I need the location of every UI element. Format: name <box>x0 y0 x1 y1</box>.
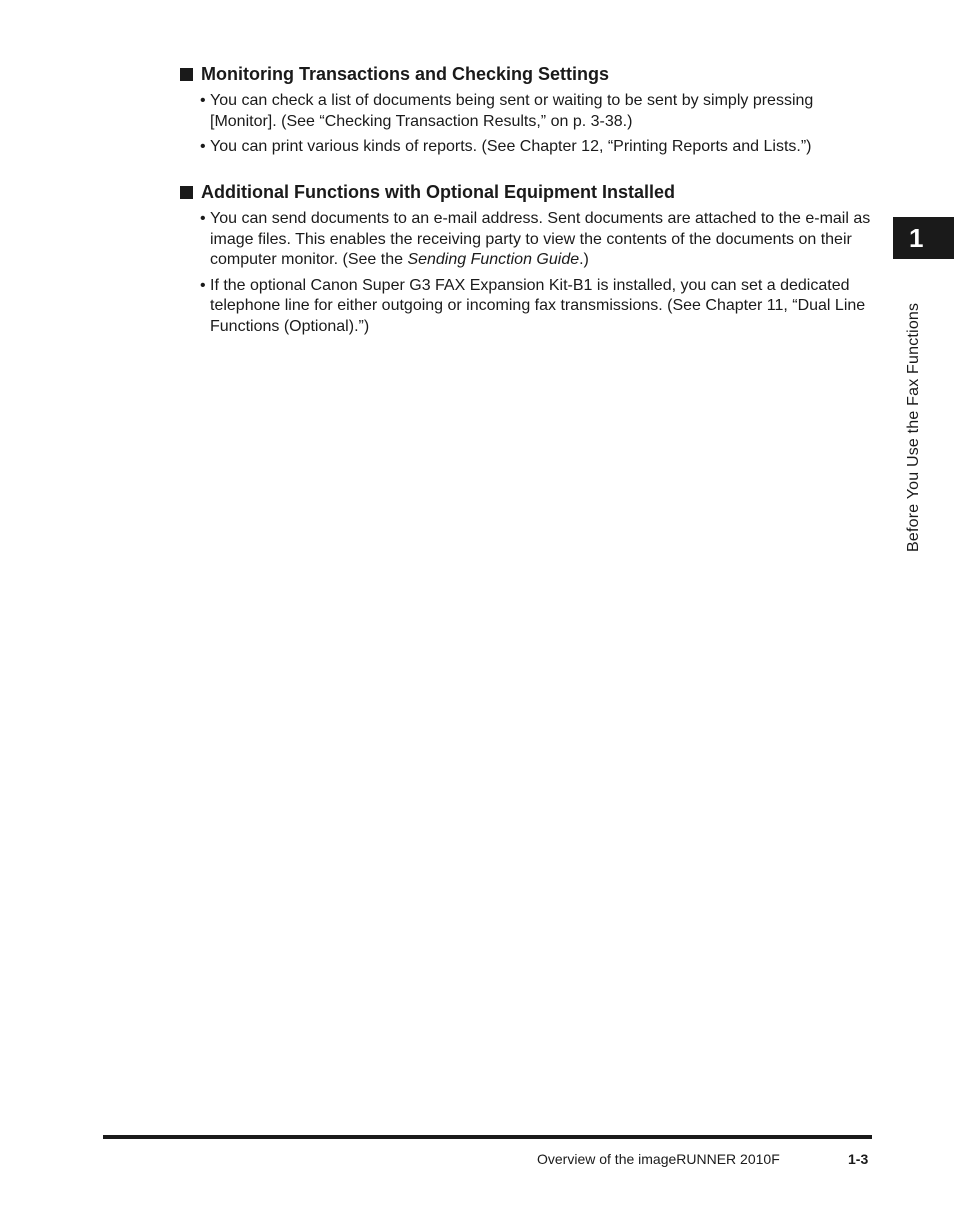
list-item <box>200 276 880 338</box>
list-item-text: You can send documents to an e-mail address. Sent documents are attached to the e-mail as image files. This enables the receiving party to view the contents of the documents on their computer monitor. (See the Sending Function Guide.) <box>210 210 871 268</box>
bullet-icon: • <box>200 210 206 227</box>
footer-manual-title: Overview of the imageRUNNER 2010F <box>537 1151 780 1167</box>
guide-title: Sending Function Guide <box>407 251 580 268</box>
section-heading-text: Monitoring Transactions and Checking Settings <box>201 64 610 84</box>
section-monitoring <box>180 63 880 163</box>
list-item <box>200 209 880 271</box>
list-item <box>200 137 880 158</box>
section-heading <box>180 63 880 85</box>
footer-page-number: 1-3 <box>848 1151 869 1167</box>
section-additional-functions <box>180 181 880 342</box>
bullet-icon: • <box>200 276 206 294</box>
bullet-icon: • <box>200 138 206 155</box>
bullet-list <box>200 209 880 337</box>
chapter-number-tab: 1 <box>893 217 954 259</box>
list-item <box>200 91 880 132</box>
section-heading-text: Additional Functions with Optional Equipment Installed <box>201 182 675 202</box>
bullet-icon: • <box>200 92 206 109</box>
heading-square-icon <box>180 68 193 81</box>
footer-divider <box>103 1135 872 1139</box>
list-item-text: You can print various kinds of reports. (See Chapter 12, “Printing Reports and Lists.”) <box>210 138 812 155</box>
heading-square-icon <box>180 186 193 199</box>
section-heading <box>180 181 880 203</box>
chapter-side-title: Before You Use the Fax Functions <box>905 302 922 552</box>
bullet-list <box>200 91 880 158</box>
list-item-text: You can check a list of documents being sent or waiting to be sent by simply pressing [Monitor]. (See “Checking Transaction Results,” on p. 3-38.) <box>210 92 814 130</box>
list-item-text: If the optional Canon Super G3 FAX Expansion Kit-B1 is installed, you can set a dedicated telephone line for either outgoing or incoming fax transmissions. (See Chapter 11, “Dual Line Functions (Optional).”) <box>210 276 866 335</box>
